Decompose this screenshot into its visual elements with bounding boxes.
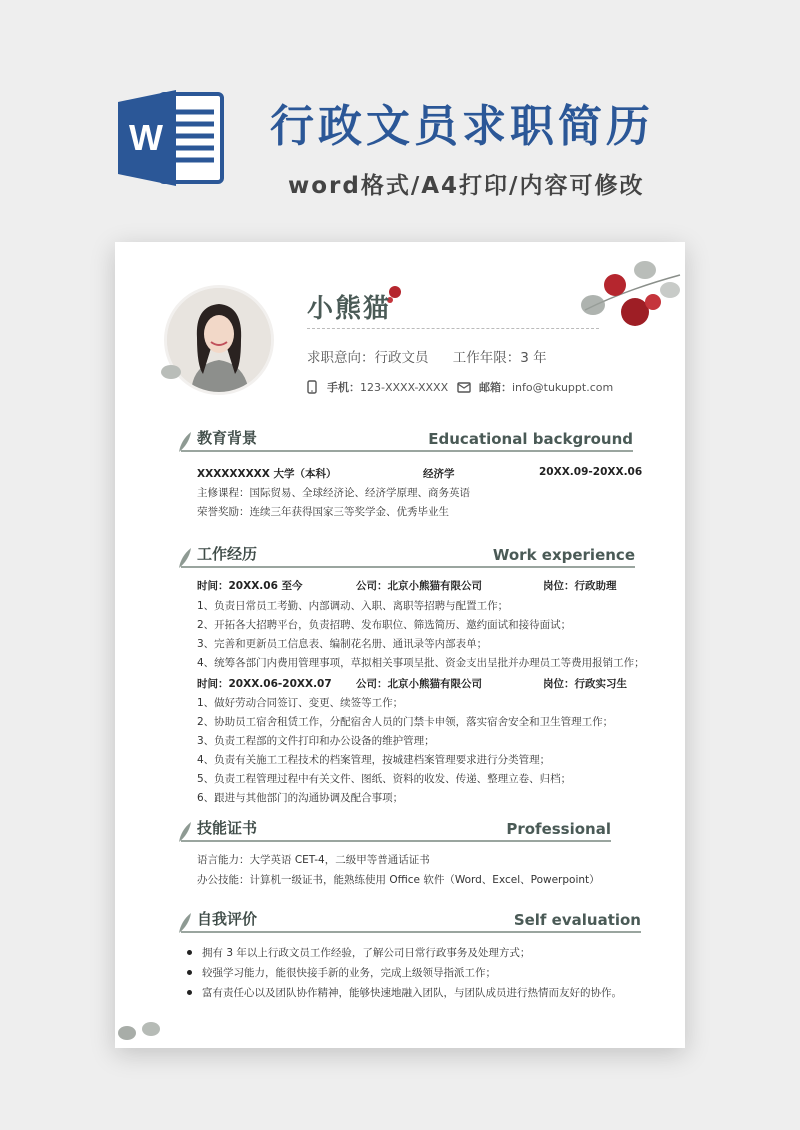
job1-duty: 4、统筹各部门内费用管理事项，草拟相关事项呈批、资金支出呈批并办理员工等费用报销工作； — [197, 657, 645, 669]
job2-duty: 3、负责工程部的文件打印和办公设备的维护管理； — [197, 735, 435, 747]
banner-title: 行政文员求职简历 — [270, 101, 654, 152]
job2-time: 时间：20XX.06-20XX.07 — [197, 678, 332, 690]
job1-duty: 3、完善和更新员工信息表、编制花名册、通讯录等内部表单； — [197, 638, 488, 650]
leaf-corner-decoration-icon — [115, 1017, 165, 1047]
banner-subtitle: word格式/A4打印/内容可修改 — [288, 173, 645, 199]
section-skills-header: 技能证书 Professional — [181, 818, 611, 842]
email-contact: 邮箱：info@tukuppt.com — [457, 379, 613, 395]
self-item: 富有责任心以及团队协作精神，能够快速地融入团队，与团队成员进行热情而友好的协作。 — [202, 987, 622, 999]
flower-decoration — [575, 250, 685, 340]
job1-position: 岗位：行政助理 — [543, 580, 617, 592]
candidate-name: 小熊猫 — [307, 294, 392, 324]
intent-row — [307, 346, 567, 366]
leaf-icon — [175, 430, 195, 454]
email-icon — [457, 380, 471, 394]
self-item: 拥有 3 年以上行政文员工作经验，了解公司日常行政事务及处理方式； — [202, 947, 531, 959]
leaf-icon — [175, 546, 195, 570]
leaf-icon — [175, 820, 195, 844]
job1-duty: 2、开拓各大招聘平台，负责招聘、发布职位、筛选简历、邀约面试和接待面试； — [197, 619, 572, 631]
section-education-header: 教育背景 Educational background — [181, 428, 633, 452]
section-work-header: 工作经历 Work experience — [181, 544, 635, 568]
resume-page — [115, 242, 685, 1048]
work-years: 工作年限：3 年 — [452, 350, 547, 366]
job2-company: 公司：北京小熊猫有限公司 — [356, 678, 482, 690]
leaf-decoration-icon — [159, 360, 189, 384]
job-intent: 求职意向：行政文员 — [307, 350, 429, 366]
job1-duty: 1、负责日常员工考勤、内部调动、入职、离职等招聘与配置工作； — [197, 600, 509, 612]
phone-contact: 手机：123-XXXX-XXXX — [305, 379, 448, 395]
edu-period: 20XX.09-20XX.06 — [539, 466, 643, 478]
skill-office: 办公技能：计算机一级证书，能熟练使用 Office 软件（Word、Excel、Powerpoint） — [197, 874, 600, 886]
edu-school: XXXXXXXXX 大学（本科） — [197, 468, 337, 480]
edu-honors: 荣誉奖励：连续三年获得国家三等奖学金、优秀毕业生 — [197, 506, 449, 518]
word-app-icon — [118, 88, 228, 188]
section-self-header: 自我评价 Self evaluation — [181, 909, 641, 933]
self-item: 较强学习能力，能很快接手新的业务，完成上级领导指派工作； — [202, 967, 496, 979]
leaf-icon — [175, 911, 195, 935]
edu-major: 经济学 — [423, 468, 455, 480]
job2-duty: 5、负责工程管理过程中有关文件、图纸、资料的收发、传递、整理立卷、归档； — [197, 773, 572, 785]
job2-position: 岗位：行政实习生 — [543, 678, 627, 690]
phone-number: 123-XXXX-XXXX — [360, 381, 449, 394]
job2-duty: 4、负责有关施工工程技术的档案管理，按城建档案管理要求进行分类管理； — [197, 754, 551, 766]
edu-courses: 主修课程：国际贸易、全球经济论、经济学原理、商务英语 — [197, 487, 470, 499]
name-divider — [307, 328, 599, 329]
job1-time: 时间：20XX.06 至今 — [197, 580, 303, 592]
phone-icon — [305, 380, 319, 394]
email-address: info@tukuppt.com — [512, 381, 614, 394]
skill-language: 语言能力：大学英语 CET-4，二级甲等普通话证书 — [197, 854, 430, 866]
job2-duty: 1、做好劳动合同签订、变更、续签等工作； — [197, 697, 404, 709]
job2-duty: 6、跟进与其他部门的沟通协调及配合事项； — [197, 792, 404, 804]
job1-company: 公司：北京小熊猫有限公司 — [356, 580, 482, 592]
svg-text:W: W — [129, 117, 163, 158]
job2-duty: 2、协助员工宿舍租赁工作，分配宿舍人员的门禁卡申领，落实宿舍安全和卫生管理工作； — [197, 716, 614, 728]
